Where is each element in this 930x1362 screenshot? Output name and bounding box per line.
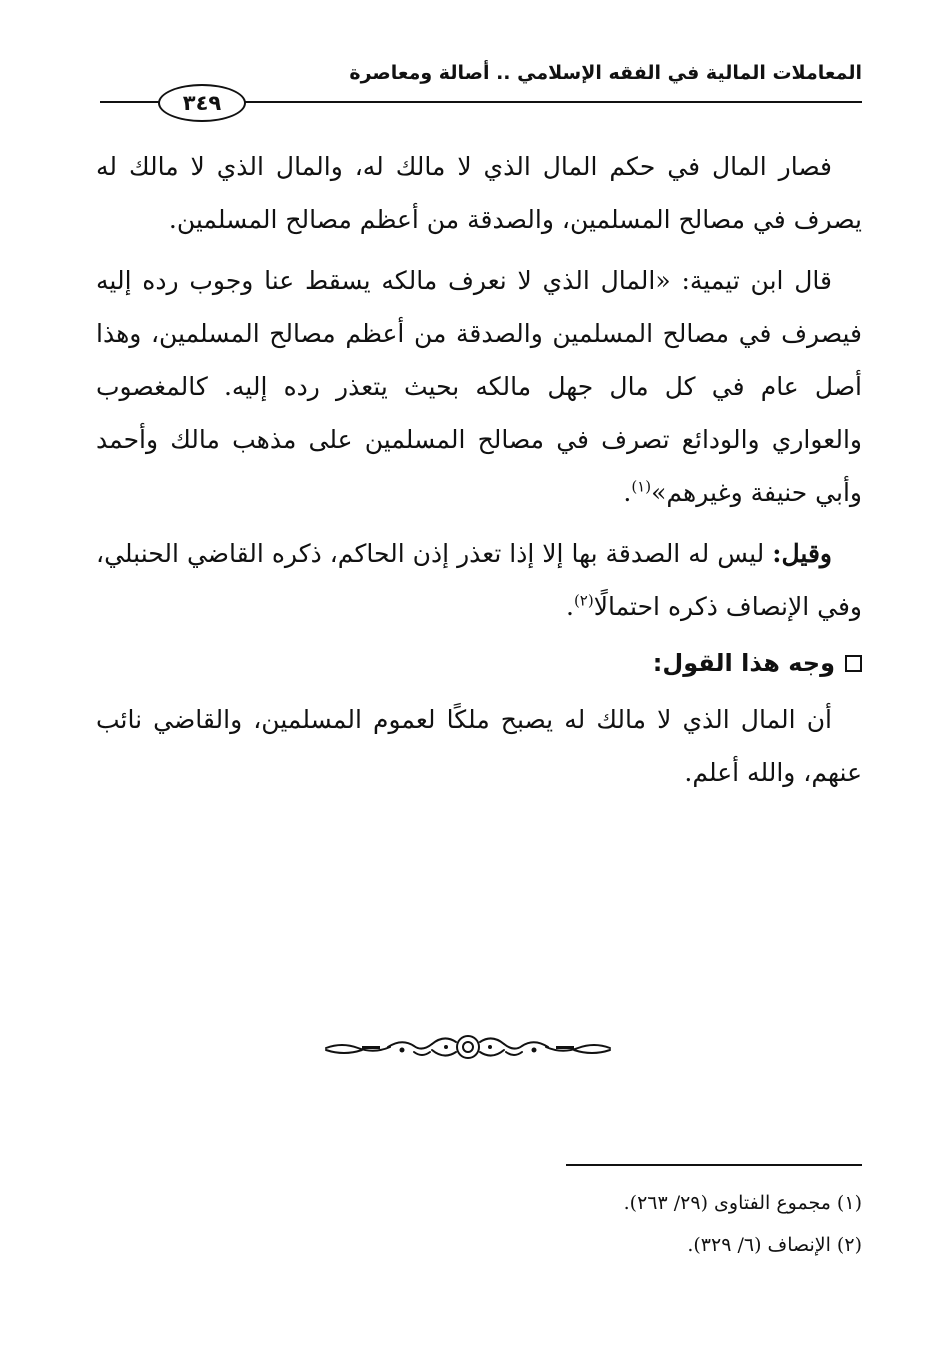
paragraph-3-end: . (565, 592, 574, 621)
footnote-rule (566, 1164, 862, 1166)
section-heading-text: وجه هذا القول: (652, 649, 835, 677)
footnote-ref-2[interactable]: (٢) (573, 591, 594, 610)
paragraph-4: أن المال الذي لا مالك له يصبح ملكًا لعموم المسلمين، والقاضي نائب عنهم، والله أعلم. (96, 705, 862, 787)
ibn-taymiyyah-quote: قال ابن تيمية: «المال الذي لا نعرف مالكه يسقط عنا وجوب رده إليه فيصرف في مصالح المسلمين والصدقة من أعظم مصالح المسلمين، وهذا أصل عام في كل مال جهل مالكه بحيث يتعذر رده إليه. كالمغصوب والعواري والودائع تصرف في مصالح المسلمين على مذهب مالك وأحمد وأبي حنيفة وغيرهم» (96, 266, 862, 507)
main-text (96, 140, 862, 807)
footnote-1: (١) مجموع الفتاوى (٢٩/ ٢٦٣). (623, 1192, 862, 1214)
page-number-badge: ٣٤٩ (158, 84, 246, 122)
footnote-ref-1[interactable]: (١) (631, 477, 652, 496)
paragraph-3-text: ليس له الصدقة بها إلا إذا تعذر إذن الحاكم، ذكره القاضي الحنبلي، وفي الإنصاف ذكره احتمالًا (96, 539, 862, 621)
ornament-divider-icon (322, 1032, 614, 1062)
square-bullet-icon (845, 655, 862, 672)
paragraph-2-end: . (623, 478, 632, 507)
paragraph-3-lead: وقيل: (772, 539, 832, 568)
paragraph-2 (96, 254, 862, 519)
footnote-2: (٢) الإنصاف (٦/ ٣٢٩). (687, 1234, 862, 1256)
running-title: المعاملات المالية في الفقه الإسلامي .. أصالة ومعاصرة (349, 62, 862, 84)
section-heading (96, 641, 862, 685)
footnotes (362, 1182, 862, 1266)
paragraph-1: فصار المال في حكم المال الذي لا مالك له، والمال الذي لا مالك له يصرف في مصالح المسلمين، والصدقة من أعظم مصالح المسلمين. (96, 152, 862, 234)
paragraph-3 (96, 527, 862, 633)
